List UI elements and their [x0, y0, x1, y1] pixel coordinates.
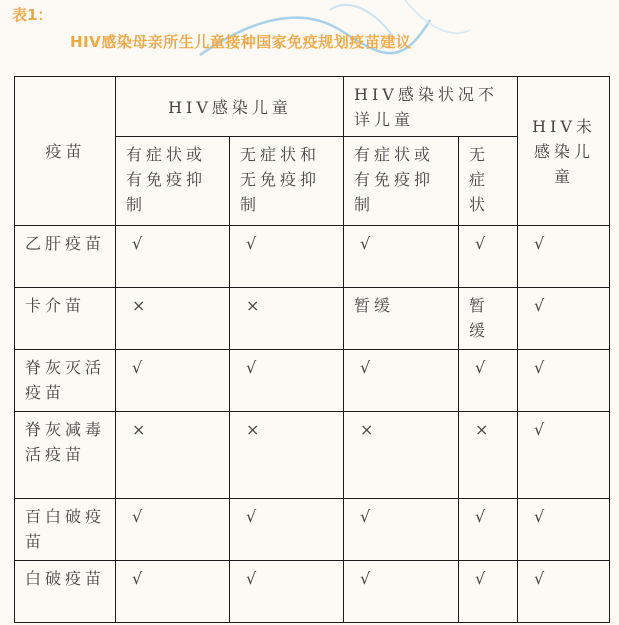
table-cell: √ — [518, 499, 610, 561]
header-unknown-symptomatic-or-immunosuppressed: 有症状或有免疫抑制 — [344, 137, 459, 226]
table-cell: √ — [518, 350, 610, 412]
table-cell: × — [459, 412, 518, 499]
table-cell: √ — [344, 350, 459, 412]
table-row — [15, 412, 610, 499]
table-cell: √ — [116, 499, 230, 561]
table-cell: √ — [518, 226, 610, 288]
table-row — [15, 226, 610, 288]
table-cell: 暂缓 — [459, 288, 518, 350]
vaccine-name: 百白破疫苗 — [15, 499, 116, 561]
header-hiv-infected: HIV感染儿童 — [116, 77, 344, 137]
vaccine-table — [14, 76, 610, 623]
table-row — [15, 350, 610, 412]
table-cell: √ — [116, 226, 230, 288]
table-cell: √ — [116, 350, 230, 412]
table-cell: 暂缓 — [344, 288, 459, 350]
vaccine-name: 卡介苗 — [15, 288, 116, 350]
table-cell: √ — [230, 350, 344, 412]
header-row-1 — [15, 77, 610, 137]
table-cell: √ — [344, 561, 459, 623]
table-cell: × — [344, 412, 459, 499]
table-cell: √ — [459, 350, 518, 412]
table-cell: × — [230, 412, 344, 499]
table-cell: √ — [230, 561, 344, 623]
table-cell: √ — [518, 288, 610, 350]
table-cell: √ — [459, 561, 518, 623]
table-cell: √ — [518, 412, 610, 499]
table-cell: √ — [459, 499, 518, 561]
table-cell: √ — [518, 561, 610, 623]
vaccine-name: 脊灰灭活疫苗 — [15, 350, 116, 412]
table-row — [15, 499, 610, 561]
vaccine-name: 乙肝疫苗 — [15, 226, 116, 288]
vaccine-name: 白破疫苗 — [15, 561, 116, 623]
table-cell: × — [116, 288, 230, 350]
table-row — [15, 288, 610, 350]
table-cell: √ — [116, 561, 230, 623]
table-label: 表1： — [12, 6, 53, 24]
header-hiv-not-infected: HIV未感染儿童 — [518, 77, 610, 226]
table-cell: √ — [230, 499, 344, 561]
table-cell: × — [230, 288, 344, 350]
vaccine-name: 脊灰减毒活疫苗 — [15, 412, 116, 499]
header-unknown-asymptomatic: 无症状 — [459, 137, 518, 226]
header-symptomatic-or-immunosuppressed: 有症状或有免疫抑制 — [116, 137, 230, 226]
header-vaccine: 疫苗 — [15, 77, 116, 226]
table-cell: × — [116, 412, 230, 499]
table-cell: √ — [459, 226, 518, 288]
page-title: HIV感染母亲所生儿童接种国家免疫规划疫苗建议 — [70, 33, 412, 51]
table-row — [15, 561, 610, 623]
table-cell: √ — [344, 226, 459, 288]
table-cell: √ — [230, 226, 344, 288]
header-asymptomatic-no-immunosuppression: 无症状和无免疫抑制 — [230, 137, 344, 226]
table-cell: √ — [344, 499, 459, 561]
header-hiv-unknown: HIV感染状况不详儿童 — [344, 77, 518, 137]
